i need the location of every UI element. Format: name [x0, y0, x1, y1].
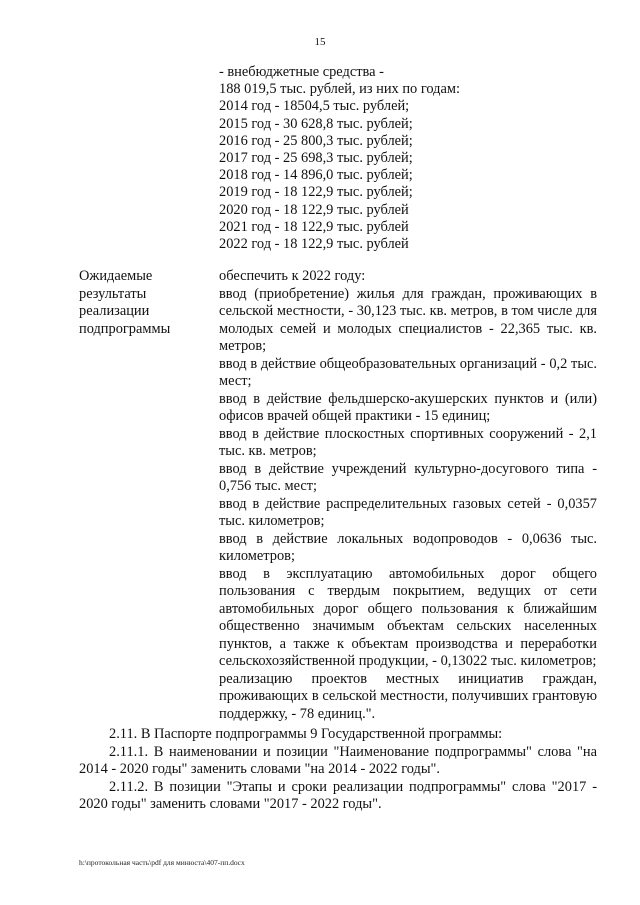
expected-results-label [79, 268, 209, 338]
funding-line: 2022 год - 18 122,9 тыс. рублей [219, 235, 409, 252]
funding-line: 2016 год - 25 800,3 тыс. рублей; [219, 132, 413, 149]
footer-file-path: h:\протокольная часть\pdf для минюста\407-пп.docx [79, 858, 245, 867]
amendment-paragraph: 2.11.1. В наименовании и позиции "Наименование подпрограммы" слова "на 2014 - 2020 годы" заменить словами "на 2014 - 2022 годы". [79, 743, 597, 777]
result-paragraph: ввод в действие локальных водопроводов - 0,0636 тыс. километров; [219, 530, 597, 564]
expected-results [219, 268, 597, 723]
result-paragraph: ввод (приобретение) жилья для граждан, проживающих в сельской местности, - 30,123 тыс. кв. метров, в том числе для молодых семей и молодых специалистов - 22,365 тыс. кв. метров; [219, 285, 597, 354]
amendment-paragraph: 2.11.2. В позиции "Этапы и сроки реализации подпрограммы" слова "2017 - 2020 годы" заменить словами "2017 - 2022 годы". [79, 778, 597, 812]
funding-line: 2019 год - 18 122,9 тыс. рублей; [219, 184, 413, 201]
funding-line: - внебюджетные средства - [219, 64, 384, 80]
funding-line: 2017 год - 25 698,3 тыс. рублей; [219, 149, 413, 166]
result-paragraph: ввод в действие распределительных газовых сетей - 0,0357 тыс. километров; [219, 495, 597, 529]
label-line: Ожидаемые [79, 268, 153, 284]
funding-line: 2021 год - 18 122,9 тыс. рублей [219, 218, 409, 235]
result-paragraph: ввод в действие фельдшерско-акушерских пунктов и (или) офисов врачей общей практики - 15 единиц; [219, 390, 597, 424]
funding-line: 2018 год - 14 896,0 тыс. рублей; [219, 167, 413, 184]
result-paragraph: ввод в действие общеобразовательных организаций - 0,2 тыс. мест; [219, 355, 597, 389]
page-number: 15 [314, 36, 326, 48]
amendments-block [79, 726, 597, 814]
funding-block [219, 64, 599, 253]
funding-line: 2020 год - 18 122,9 тыс. рублей [219, 201, 409, 218]
result-paragraph: обеспечить к 2022 году: [219, 268, 366, 284]
funding-line: 188 019,5 тыс. рублей, из них по годам: [219, 81, 460, 98]
funding-line: 2014 год - 18504,5 тыс. рублей; [219, 98, 410, 115]
result-paragraph: ввод в действие учреждений культурно-досугового типа - 0,756 тыс. мест; [219, 460, 597, 494]
amendment-paragraph: 2.11. В Паспорте подпрограммы 9 Государственной программы: [109, 726, 503, 742]
label-line: подпрограммы [79, 320, 171, 337]
result-paragraph: ввод в эксплуатацию автомобильных дорог общего пользования с твердым покрытием, ведущих от сети автомобильных дорог общего пользования к ближайшим общественно значимым объектам сельских населенных пунктов, а также к объектам производства и переработки сельскохозяйственной продукции, - 0,13022 тыс. километров; [219, 565, 597, 669]
label-line: результаты [79, 285, 147, 302]
result-paragraph: ввод в действие плоскостных спортивных сооружений - 2,1 тыс. кв. метров; [219, 425, 597, 459]
label-line: реализации [79, 303, 150, 319]
result-paragraph: реализацию проектов местных инициатив граждан, проживающих в сельской местности, получивших грантовую поддержку, - 78 единиц.". [219, 670, 597, 722]
funding-line: 2015 год - 30 628,8 тыс. рублей; [219, 115, 413, 132]
